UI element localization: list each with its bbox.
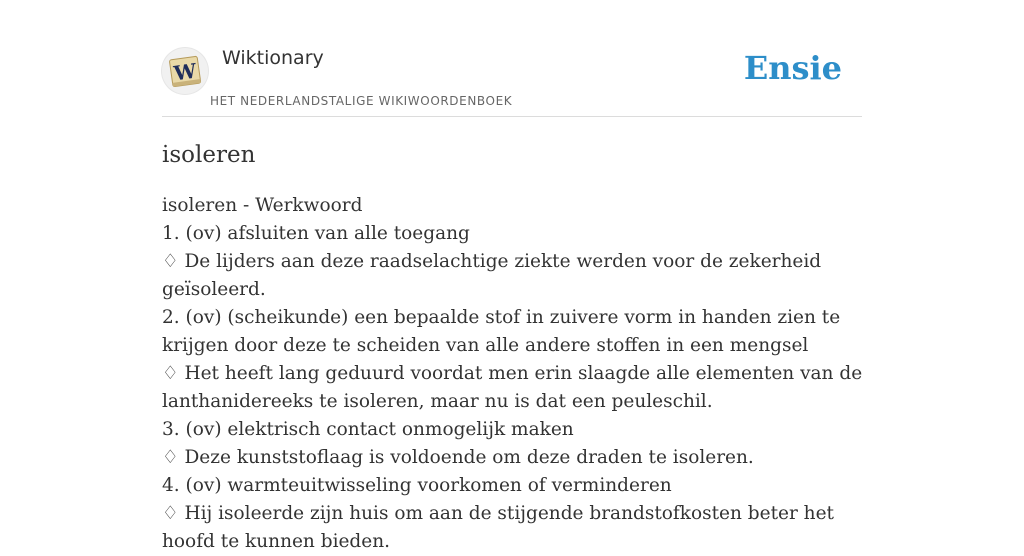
wiktionary-logo-icon[interactable] xyxy=(162,48,208,94)
example-2: ♢ Het heeft lang geduurd voordat men erin slaagde alle elementen van de lanthanidereeks te isoleren, maar nu is dat een peuleschil. xyxy=(162,360,867,416)
definition-3: 3. (ov) elektrisch contact onmogelijk maken xyxy=(162,419,574,440)
definition-4: 4. (ov) warmteuitwisseling voorkomen of verminderen xyxy=(162,475,672,496)
definition-2: 2. (ov) (scheikunde) een bepaalde stof in zuivere vorm in handen zien te krijgen door deze te scheiden van alle andere stoffen in een mengsel xyxy=(162,307,841,356)
site-name[interactable]: Wiktionary xyxy=(222,47,324,69)
ensie-brand-link[interactable]: Ensie xyxy=(743,49,842,87)
svg-text:W: W xyxy=(172,58,198,86)
entry-heading: isoleren - Werkwoord xyxy=(162,195,363,216)
site-subtitle: HET NEDERLANDSTALIGE WIKIWOORDENBOEK xyxy=(210,94,513,108)
example-4: ♢ Hij isoleerde zijn huis om aan de stijgende brandstofkosten beter het hoofd te kunnen bieden. xyxy=(162,500,867,556)
site-header xyxy=(162,40,862,117)
definition-1: 1. (ov) afsluiten van alle toegang xyxy=(162,223,470,244)
entry-body xyxy=(162,192,867,556)
example-3: ♢ Deze kunststoflaag is voldoende om deze draden te isoleren. xyxy=(162,444,867,472)
example-1: ♢ De lijders aan deze raadselachtige ziekte werden voor de zekerheid geïsoleerd. xyxy=(162,248,867,304)
page-title: isoleren xyxy=(162,142,256,168)
